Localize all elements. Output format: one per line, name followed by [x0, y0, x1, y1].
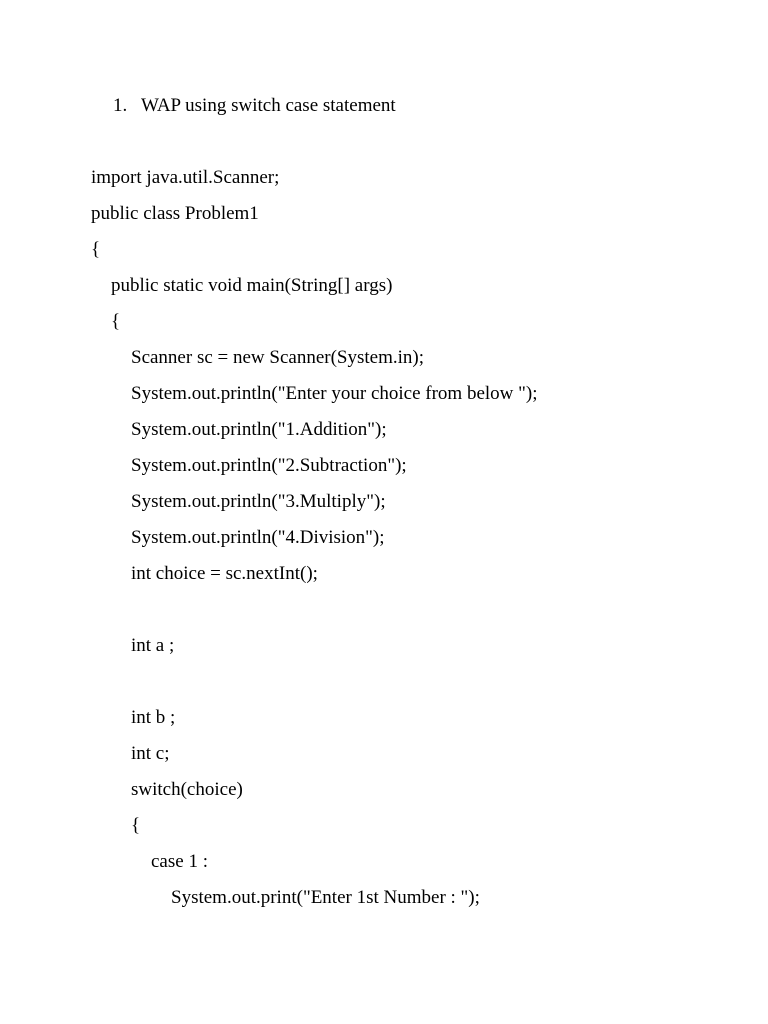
numbered-heading [113, 94, 396, 118]
code-line: System.out.println("3.Multiply"); [131, 491, 386, 512]
code-line: Scanner sc = new Scanner(System.in); [131, 347, 424, 368]
code-listing [91, 166, 538, 922]
code-line: public class Problem1 [91, 203, 259, 224]
code-line: import java.util.Scanner; [91, 167, 280, 188]
code-line: System.out.println("1.Addition"); [131, 419, 387, 440]
code-line: switch(choice) [131, 779, 243, 800]
code-line: int c; [131, 743, 170, 764]
code-line: { [91, 239, 101, 260]
code-line: { [131, 815, 141, 836]
code-line: System.out.println("Enter your choice from below "); [131, 383, 538, 404]
heading-number: 1. [113, 95, 128, 116]
heading-text: WAP using switch case statement [141, 95, 396, 116]
code-line: int choice = sc.nextInt(); [131, 563, 318, 584]
code-line: System.out.println("2.Subtraction"); [131, 455, 407, 476]
code-line: public static void main(String[] args) [111, 275, 393, 296]
code-line [91, 598, 538, 634]
code-line: { [111, 311, 121, 332]
code-line: System.out.print("Enter 1st Number : "); [171, 887, 480, 908]
code-line: case 1 : [151, 851, 208, 872]
code-line: int a ; [131, 635, 175, 656]
code-line: int b ; [131, 707, 176, 728]
code-line: System.out.println("4.Division"); [131, 527, 385, 548]
code-line [91, 670, 538, 706]
